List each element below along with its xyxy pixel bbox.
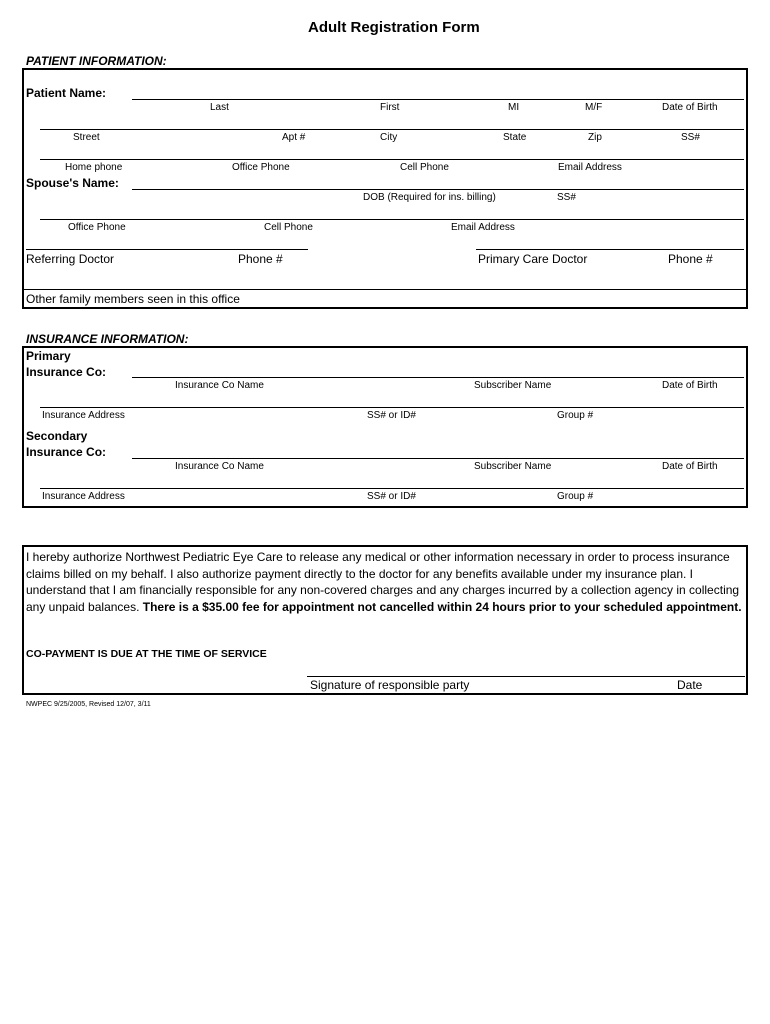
authorization-text: I hereby authorize Northwest Pediatric Eye Care to release any medical or other information necessary in order to process insurance claims billed on my behalf. I also authorize payment directly to the doctor for any benefits available under my insurance plan. I understand that I am financially responsible for any non-covered charges and any charges incurred by a collection agency in collecting any unpaid balances. <box>26 550 740 614</box>
secondary-co-name-caption: Insurance Co Name <box>175 461 264 472</box>
signature-caption: Signature of responsible party <box>310 678 470 692</box>
secondary-dob-caption: Date of Birth <box>662 461 718 472</box>
primary-address-caption: Insurance Address <box>42 410 125 421</box>
secondary-address-line[interactable] <box>40 488 744 489</box>
city-caption: City <box>380 132 398 143</box>
date-caption: Date <box>677 678 703 692</box>
referring-doctor-line[interactable] <box>26 249 308 250</box>
secondary-group-caption: Group # <box>557 491 594 502</box>
primary-id-caption: SS# or ID# <box>367 410 416 421</box>
ssn-caption: SS# <box>681 132 700 143</box>
cell-phone-caption: Cell Phone <box>400 162 449 173</box>
primary-group-caption: Group # <box>557 410 594 421</box>
spouse-ssn-caption: SS# <box>557 192 576 203</box>
primary-insurance-label-2: Insurance Co: <box>26 365 107 379</box>
patient-name-line[interactable] <box>132 99 744 100</box>
primary-co-name-caption: Insurance Co Name <box>175 380 264 391</box>
phone-line[interactable] <box>40 159 744 160</box>
cancellation-fee-notice: There is a $35.00 fee for appointment not cancelled within 24 hours prior to your scheduled appointment. <box>142 599 742 614</box>
family-members-line[interactable] <box>24 289 746 290</box>
signature-line[interactable] <box>307 676 745 677</box>
street-caption: Street <box>73 132 100 143</box>
secondary-subscriber-caption: Subscriber Name <box>474 461 552 472</box>
last-name-caption: Last <box>210 102 229 113</box>
secondary-address-caption: Insurance Address <box>42 491 125 502</box>
apt-caption: Apt # <box>282 132 306 143</box>
spouse-email-caption: Email Address <box>451 222 515 233</box>
primary-dob-caption: Date of Birth <box>662 380 718 391</box>
secondary-insurance-label-2: Insurance Co: <box>26 445 107 459</box>
form-title: Adult Registration Form <box>308 19 480 36</box>
authorization-paragraph <box>26 549 744 615</box>
address-line[interactable] <box>40 129 744 130</box>
patient-name-label: Patient Name: <box>26 86 107 100</box>
secondary-id-caption: SS# or ID# <box>367 491 416 502</box>
office-phone-caption: Office Phone <box>232 162 290 173</box>
primary-address-line[interactable] <box>40 407 744 408</box>
insurance-info-box <box>22 346 748 508</box>
primary-care-doctor-line[interactable] <box>476 249 744 250</box>
spouse-dob-caption: DOB (Required for ins. billing) <box>363 192 496 203</box>
primary-care-doctor-caption: Primary Care Doctor <box>478 252 588 266</box>
state-caption: State <box>503 132 527 143</box>
zip-caption: Zip <box>588 132 602 143</box>
primary-insurance-label-1: Primary <box>26 349 71 363</box>
primary-subscriber-caption: Subscriber Name <box>474 380 552 391</box>
dob-caption: Date of Birth <box>662 102 718 113</box>
spouse-name-label: Spouse's Name: <box>26 176 119 190</box>
first-name-caption: First <box>380 102 400 113</box>
secondary-insurance-line[interactable] <box>132 458 744 459</box>
primary-insurance-line[interactable] <box>132 377 744 378</box>
insurance-section-heading: INSURANCE INFORMATION: <box>26 332 189 346</box>
sex-caption: M/F <box>585 102 603 113</box>
patient-section-heading: PATIENT INFORMATION: <box>26 54 167 68</box>
secondary-insurance-label-1: Secondary <box>26 429 88 443</box>
spouse-cell-phone-caption: Cell Phone <box>264 222 313 233</box>
spouse-office-phone-caption: Office Phone <box>68 222 126 233</box>
family-members-caption: Other family members seen in this office <box>26 292 240 306</box>
spouse-contact-line[interactable] <box>40 219 744 220</box>
primary-care-phone-caption: Phone # <box>668 252 713 266</box>
referring-phone-caption: Phone # <box>238 252 283 266</box>
spouse-name-line[interactable] <box>132 189 744 190</box>
home-phone-caption: Home phone <box>65 162 123 173</box>
referring-doctor-caption: Referring Doctor <box>26 252 115 266</box>
email-caption: Email Address <box>558 162 622 173</box>
copay-notice: CO-PAYMENT IS DUE AT THE TIME OF SERVICE <box>26 648 267 660</box>
mi-caption: MI <box>508 102 520 113</box>
form-revision-footer: NWPEC 9/25/2005, Revised 12/07, 3/11 <box>26 701 151 708</box>
